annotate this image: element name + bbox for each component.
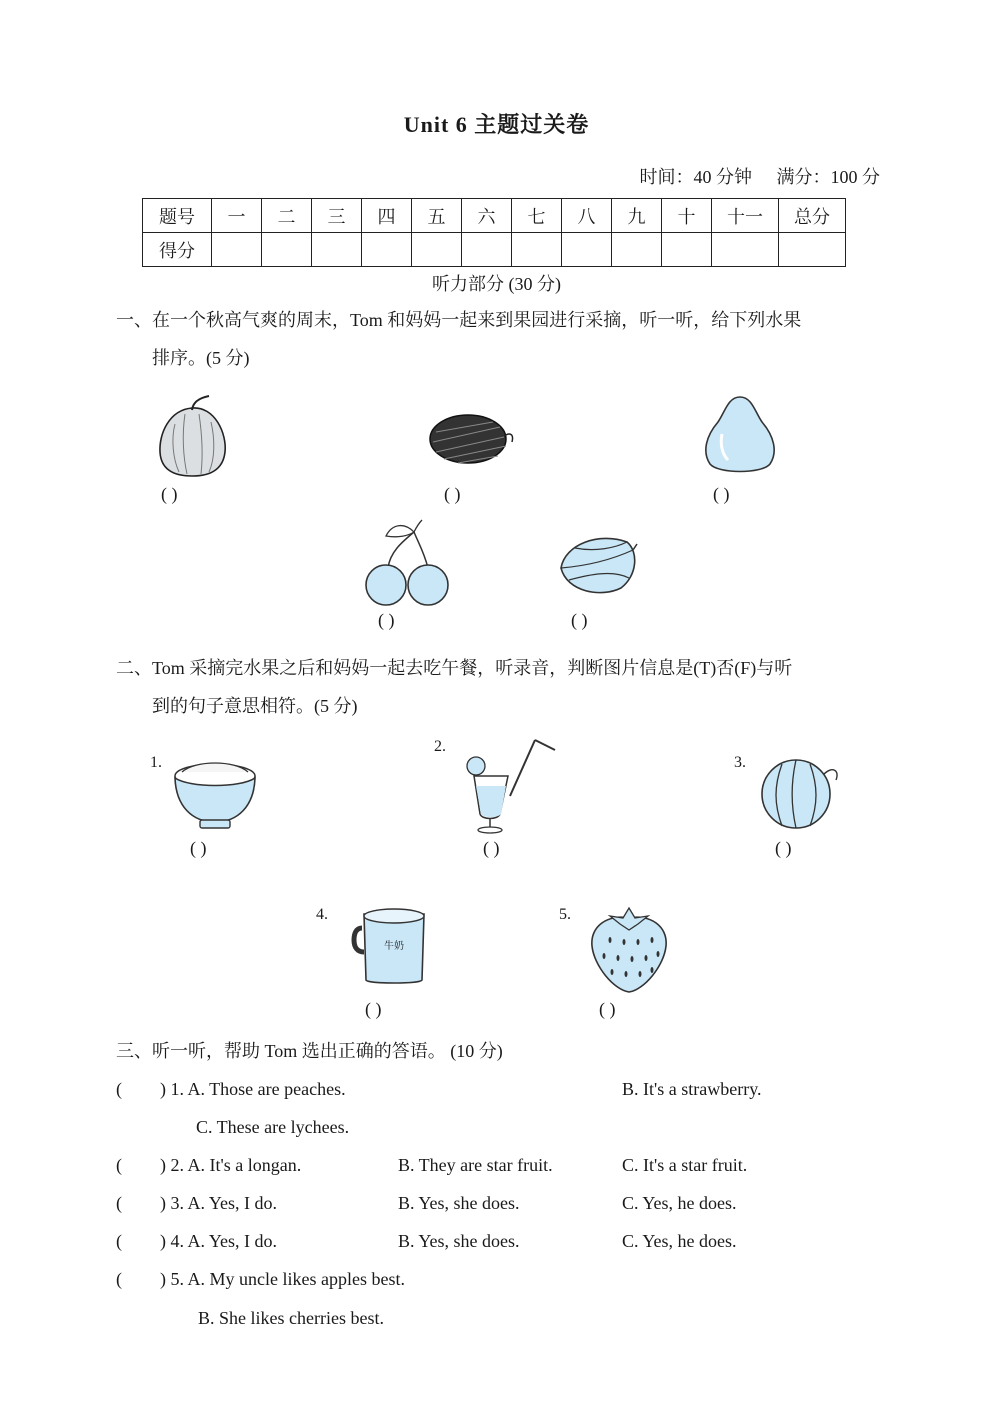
- q1-option-a: ) 1. A. Those are peaches.: [160, 1079, 346, 1099]
- score-cell[interactable]: [512, 233, 562, 267]
- score-header-cell: 题号: [143, 199, 212, 233]
- score-header-cell: 三: [312, 199, 362, 233]
- score-cell[interactable]: [612, 233, 662, 267]
- score-header-cell: 九: [612, 199, 662, 233]
- answer-blank[interactable]: ( ): [483, 838, 500, 858]
- q3-option-a: ) 3. A. Yes, I do.: [160, 1193, 278, 1213]
- item-number: 3.: [734, 754, 746, 771]
- answer-blank[interactable]: ( ): [713, 484, 730, 504]
- answer-blank[interactable]: ( ): [775, 838, 792, 858]
- watermelon-icon: [758, 756, 848, 832]
- milk-cup-icon: [350, 906, 435, 988]
- item-number: 1.: [150, 754, 162, 771]
- score-cell[interactable]: [462, 233, 512, 267]
- cherries-icon: [362, 518, 454, 606]
- q4-option-b: B. Yes, she does.: [398, 1231, 520, 1251]
- score-header-cell: 六: [462, 199, 512, 233]
- score-cell[interactable]: [312, 233, 362, 267]
- score-table: [142, 198, 846, 267]
- juice-glass-icon: [460, 736, 560, 836]
- section3-instruction: 三、听一听，帮助 Tom 选出正确的答语。 (10 分): [116, 1041, 503, 1061]
- full-score: 满分：100 分: [776, 167, 880, 187]
- q5-option-a: ) 5. A. My uncle likes apples best.: [160, 1269, 405, 1289]
- section1-instruction-cont: 排序。(5 分): [152, 348, 250, 368]
- rice-bowl-icon: [170, 756, 260, 831]
- watermelon-icon: [428, 412, 518, 467]
- answer-blank[interactable]: (: [116, 1155, 122, 1175]
- star-fruit-icon: [555, 530, 639, 598]
- score-cell[interactable]: [779, 233, 846, 267]
- answer-blank[interactable]: ( ): [378, 610, 395, 630]
- q3-option-b: B. Yes, she does.: [398, 1193, 520, 1213]
- q1-option-b: B. It's a strawberry.: [622, 1079, 762, 1099]
- item-number: 4.: [316, 906, 328, 923]
- score-header-cell: 一: [212, 199, 262, 233]
- item-number: 5.: [559, 906, 571, 923]
- score-row-label: 得分: [143, 233, 212, 267]
- answer-blank[interactable]: (: [116, 1193, 122, 1213]
- answer-blank[interactable]: ( ): [365, 999, 382, 1019]
- score-header-cell: 四: [362, 199, 412, 233]
- score-header-cell: 七: [512, 199, 562, 233]
- exam-meta: [620, 163, 881, 189]
- section2-instruction: 二、Tom 采摘完水果之后和妈妈一起去吃午餐，听录音，判断图片信息是(T)否(F)与听: [116, 658, 793, 678]
- score-header-cell: 总分: [779, 199, 846, 233]
- answer-blank[interactable]: ( ): [571, 610, 588, 630]
- q3-option-c: C. Yes, he does.: [622, 1193, 737, 1213]
- time-limit: 时间：40 分钟: [639, 167, 752, 187]
- section2-instruction-cont: 到的句子意思相符。(5 分): [152, 696, 358, 716]
- page-title: Unit 6 主题过关卷: [403, 112, 590, 137]
- listening-header: 听力部分 (30 分): [432, 274, 561, 294]
- q4-option-a: ) 4. A. Yes, I do.: [160, 1231, 278, 1251]
- coconut-icon: [155, 394, 230, 479]
- score-cell[interactable]: [712, 233, 779, 267]
- answer-blank[interactable]: ( ): [161, 484, 178, 504]
- score-cell[interactable]: [412, 233, 462, 267]
- score-cell[interactable]: [562, 233, 612, 267]
- answer-blank[interactable]: ( ): [599, 999, 616, 1019]
- section1-instruction: 一、在一个秋高气爽的周末，Tom 和妈妈一起来到果园进行采摘，听一听，给下列水果: [116, 310, 802, 330]
- score-header-cell: 八: [562, 199, 612, 233]
- answer-blank[interactable]: (: [116, 1079, 122, 1099]
- q2-option-b: B. They are star fruit.: [398, 1155, 553, 1175]
- strawberry-icon: [588, 904, 670, 994]
- score-header-cell: 十: [662, 199, 712, 233]
- score-cell[interactable]: [262, 233, 312, 267]
- score-header-cell: 十一: [712, 199, 779, 233]
- q5-option-b: B. She likes cherries best.: [198, 1308, 384, 1328]
- q1-option-c: C. These are lychees.: [196, 1117, 350, 1137]
- pomelo-icon: [700, 394, 780, 476]
- answer-blank[interactable]: (: [116, 1269, 122, 1289]
- score-header-cell: 五: [412, 199, 462, 233]
- answer-blank[interactable]: (: [116, 1231, 122, 1251]
- answer-blank[interactable]: ( ): [190, 838, 207, 858]
- item-number: 2.: [434, 738, 446, 755]
- answer-blank[interactable]: ( ): [444, 484, 461, 504]
- cup-label: 牛奶: [384, 941, 404, 952]
- score-table-score-row: [143, 233, 846, 267]
- score-cell[interactable]: [362, 233, 412, 267]
- q4-option-c: C. Yes, he does.: [622, 1231, 737, 1251]
- q2-option-c: C. It's a star fruit.: [622, 1155, 748, 1175]
- score-cell[interactable]: [662, 233, 712, 267]
- score-table-header-row: [143, 199, 846, 233]
- q2-option-a: ) 2. A. It's a longan.: [160, 1155, 302, 1175]
- score-header-cell: 二: [262, 199, 312, 233]
- score-cell[interactable]: [212, 233, 262, 267]
